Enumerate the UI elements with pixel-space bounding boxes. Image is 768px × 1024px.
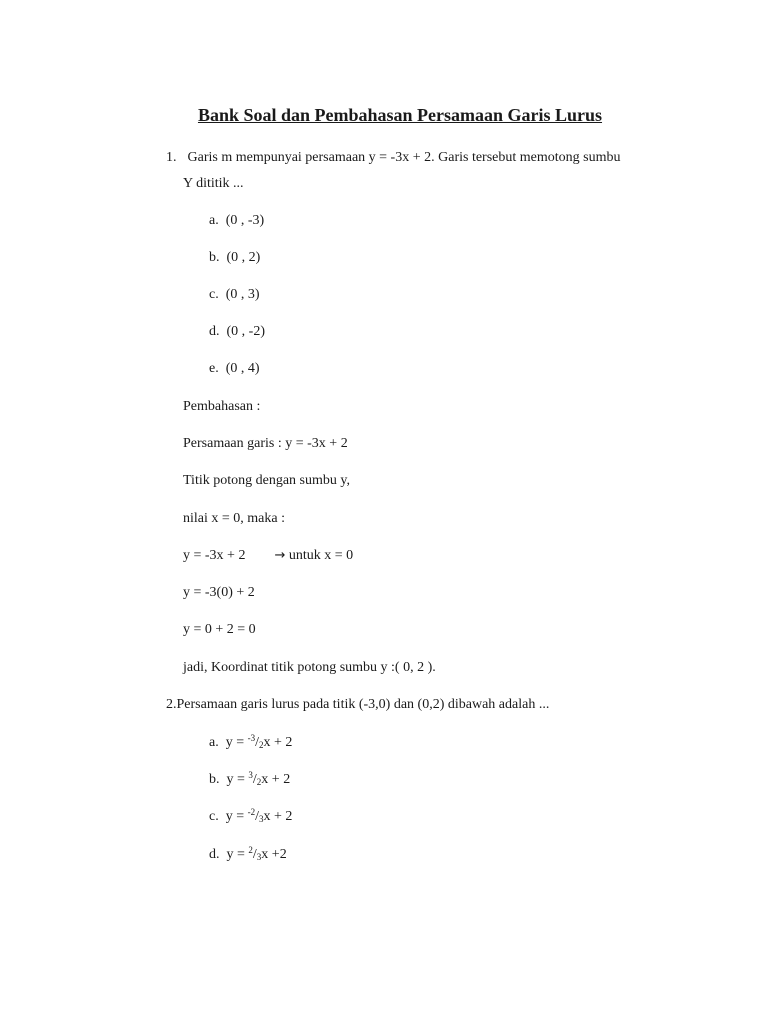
q1-discussion-line7: jadi, Koordinat titik potong sumbu y :( 0, 2 ). [183, 660, 436, 675]
fraction-denominator: 3 [259, 814, 264, 824]
q1-option-letter: c. [209, 287, 219, 302]
q1-text-line1: Garis m mempunyai persamaan y = -3x + 2. Garis tersebut memotong sumbu [187, 150, 621, 165]
q2-option-letter: d. [209, 847, 220, 862]
q1-option-d [209, 323, 265, 341]
condition-text: untuk x = 0 [288, 548, 354, 563]
q1-option-letter: d. [209, 324, 220, 339]
q2-option-prefix: y = [226, 847, 249, 862]
q1-option-text: (0 , 4) [225, 361, 260, 376]
q1-option-a [209, 212, 264, 230]
q2-option-letter: a. [209, 735, 219, 750]
q2-option-suffix: x +2 [261, 847, 287, 862]
q1-option-c [209, 286, 260, 304]
q1-option-e [209, 360, 260, 378]
fraction-numerator: -3 [247, 733, 256, 743]
fraction-numerator: 3 [248, 770, 253, 780]
q2-option-letter: b. [209, 772, 220, 787]
q2-text: 2.Persamaan garis lurus pada titik (-3,0) dan (0,2) dibawah adalah ... [166, 697, 550, 712]
q1-line1 [166, 149, 620, 167]
equation-text: y = -3x + 2 [183, 548, 246, 563]
q1-discussion-line1: Persamaan garis : y = -3x + 2 [183, 436, 348, 451]
arrow-right-icon: → [274, 548, 286, 563]
q2-option-prefix: y = [226, 772, 249, 787]
q2-option-suffix: x + 2 [263, 735, 293, 750]
fraction-numerator: -2 [247, 807, 256, 817]
fraction-numerator: 2 [248, 845, 253, 855]
q2-option-c: c. $y = ^{-2}/_3x + 2$ [209, 807, 293, 824]
q1-text-line2: Y dititik ... [183, 176, 244, 191]
q2-option-prefix: y = [225, 809, 248, 824]
q1-option-text: (0 , -2) [226, 324, 265, 339]
q1-discussion-line5: y = -3(0) + 2 [183, 585, 255, 600]
q2-option-suffix: x + 2 [263, 809, 293, 824]
q1-number: 1. [166, 150, 177, 165]
fraction-denominator: 2 [256, 777, 262, 787]
q1-discussion-heading: Pembahasan : [183, 399, 261, 414]
q2-option-suffix: x + 2 [261, 772, 291, 787]
q2-option-b: b. $y = ^3/_2x + 2$ [209, 770, 291, 787]
q1-option-letter: b. [209, 250, 220, 265]
fraction-denominator: 3 [256, 852, 262, 862]
q1-option-text: (0 , -3) [225, 213, 265, 228]
q1-option-text: (0 , 3) [225, 287, 260, 302]
q1-option-letter: e. [209, 361, 219, 376]
fraction-denominator: 2 [259, 740, 264, 750]
q1-discussion-line3: nilai x = 0, maka : [183, 511, 285, 526]
q1-discussion-line4 [183, 547, 353, 565]
q2-option-d: d. $y = ^2/_3x +2$ [209, 845, 287, 862]
q1-option-text: (0 , 2) [226, 250, 261, 265]
q2-option-letter: c. [209, 809, 219, 824]
q1-option-letter: a. [209, 213, 219, 228]
document-title: Bank Soal dan Pembahasan Persamaan Garis Lurus [197, 105, 603, 125]
q2-option-prefix: y = [225, 735, 248, 750]
q2-option-a: a. $y = ^{-3}/_2x + 2$ [209, 733, 293, 750]
q1-option-b [209, 249, 260, 267]
q1-discussion-line6: y = 0 + 2 = 0 [183, 622, 256, 637]
q1-discussion-line2: Titik potong dengan sumbu y, [183, 473, 350, 488]
